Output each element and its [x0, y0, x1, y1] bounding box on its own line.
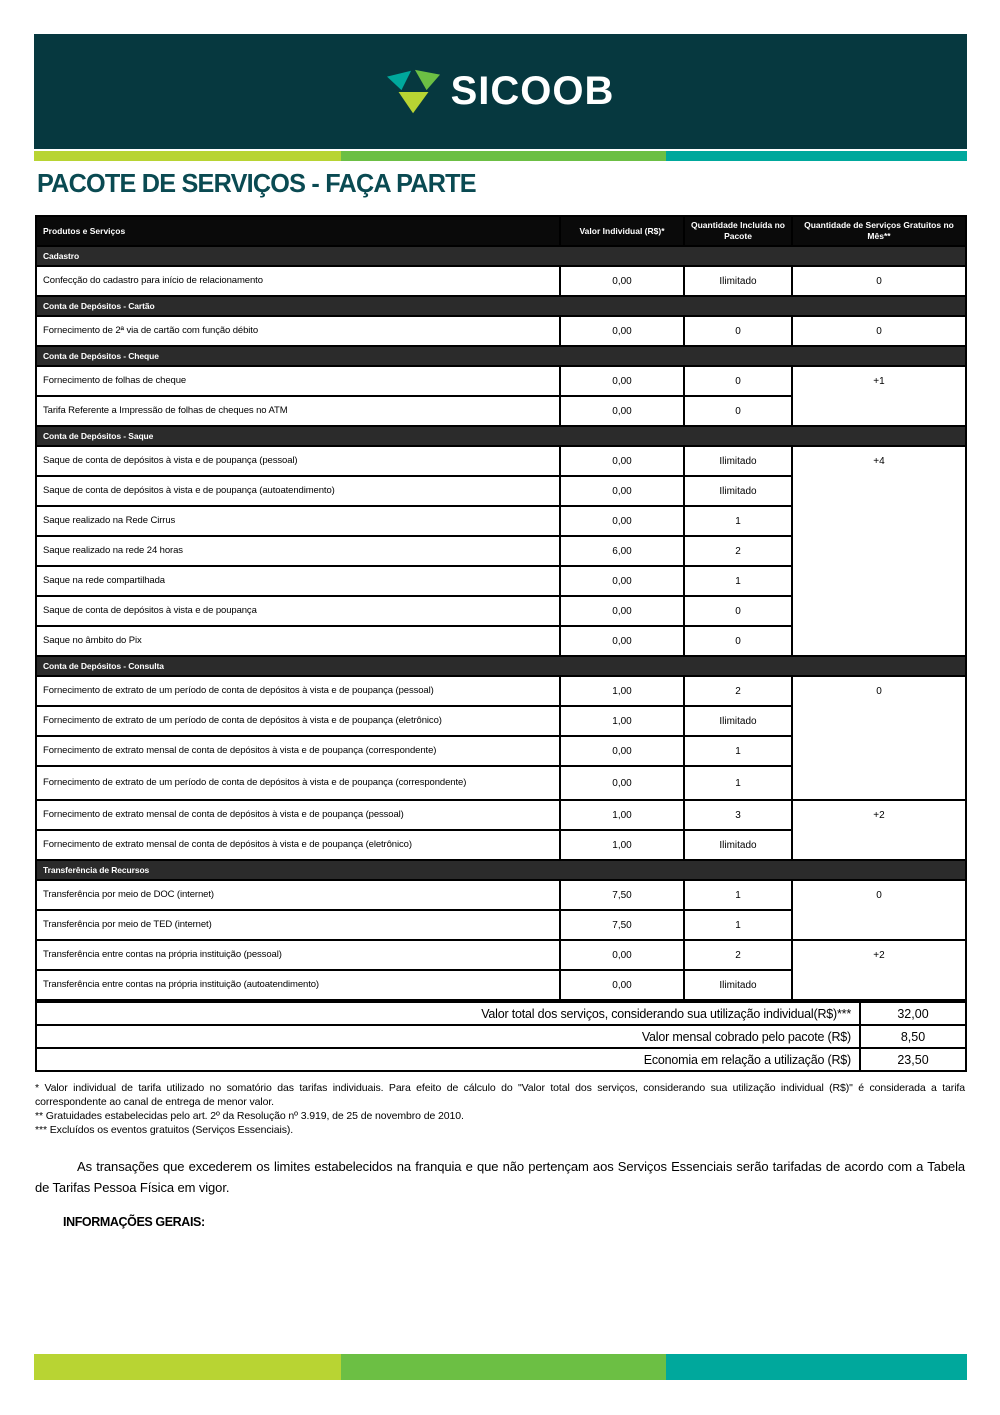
individual-value: 1,00 — [560, 800, 684, 830]
service-label: Transferência por meio de DOC (internet) — [36, 880, 560, 910]
individual-value: 0,00 — [560, 970, 684, 1000]
free-qty: 0 — [792, 316, 966, 346]
section-label: Conta de Depósitos - Consulta — [36, 656, 966, 676]
individual-value: 0,00 — [560, 366, 684, 396]
free-qty-merged: +1 — [792, 366, 966, 426]
brand-name: SICOOB — [450, 69, 615, 113]
total-value: 32,00 — [860, 1002, 966, 1025]
individual-value: 0,00 — [560, 396, 684, 426]
service-label: Fornecimento de extrato de um período de conta de depósitos à vista e de poupança (pessoal) — [36, 676, 560, 706]
totals-table — [35, 1001, 967, 1072]
total-value: 8,50 — [860, 1025, 966, 1048]
section-label: Conta de Depósitos - Cheque — [36, 346, 966, 366]
table-row — [36, 940, 966, 970]
included-qty: 2 — [684, 676, 792, 706]
total-row — [36, 1025, 966, 1048]
footnote-1: * Valor individual de tarifa utilizado no somatório das tarifas individuais. Para efeito de cálculo do "Valor total dos serviços, considerando sua utilização individual (R$)" é considerada a tarifa correspondente ao canal de entrega de menor valor. — [35, 1082, 965, 1108]
section-row-consulta — [36, 656, 966, 676]
page-title: PACOTE DE SERVIÇOS - FAÇA PARTE — [37, 168, 476, 198]
included-qty: 2 — [684, 536, 792, 566]
excess-transactions-paragraph: As transações que excederem os limites estabelecidos na franquia e que não pertençam aos Serviços Essenciais serão tarifadas de acordo com a Tabela de Tarifas Pessoa Física em vigor. — [35, 1159, 965, 1195]
content-area — [35, 215, 965, 1229]
included-qty: 2 — [684, 940, 792, 970]
individual-value: 0,00 — [560, 316, 684, 346]
brand-stripe-bottom — [34, 1354, 967, 1380]
service-label: Fornecimento de extrato mensal de conta de depósitos à vista e de poupança (correspondente) — [36, 736, 560, 766]
service-label: Fornecimento de 2ª via de cartão com função débito — [36, 316, 560, 346]
service-label: Tarifa Referente a Impressão de folhas de cheques no ATM — [36, 396, 560, 426]
stripe-teal-segment — [666, 151, 967, 161]
col-header-free-qty: Quantidade de Serviços Gratuitos no Mês** — [792, 216, 966, 246]
included-qty: Ilimitado — [684, 830, 792, 860]
included-qty: Ilimitado — [684, 476, 792, 506]
individual-value: 7,50 — [560, 880, 684, 910]
included-qty: 0 — [684, 366, 792, 396]
sicoob-logo-icon — [387, 69, 441, 115]
individual-value: 1,00 — [560, 830, 684, 860]
table-header-row — [36, 216, 966, 246]
section-row-transferencia — [36, 860, 966, 880]
section-label: Transferência de Recursos — [36, 860, 966, 880]
included-qty: Ilimitado — [684, 970, 792, 1000]
service-label: Fornecimento de folhas de cheque — [36, 366, 560, 396]
stripe-green-segment — [341, 1354, 666, 1380]
individual-value: 1,00 — [560, 706, 684, 736]
footnote-3: *** Excluídos os eventos gratuitos (Serviços Essenciais). — [35, 1124, 294, 1136]
included-qty: 3 — [684, 800, 792, 830]
free-qty-merged: 0 — [792, 676, 966, 800]
service-label: Fornecimento de extrato de um período de conta de depósitos à vista e de poupança (eletrônico) — [36, 706, 560, 736]
col-header-included-qty: Quantidade Incluída no Pacote — [684, 216, 792, 246]
general-info-heading: INFORMAÇÕES GERAIS: — [63, 1215, 205, 1229]
individual-value: 1,00 — [560, 676, 684, 706]
included-qty: Ilimitado — [684, 266, 792, 296]
stripe-teal-segment — [666, 1354, 967, 1380]
section-row-saque — [36, 426, 966, 446]
included-qty: Ilimitado — [684, 706, 792, 736]
individual-value: 7,50 — [560, 910, 684, 940]
service-label: Saque no âmbito do Pix — [36, 626, 560, 656]
included-qty: 0 — [684, 626, 792, 656]
service-label: Saque realizado na rede 24 horas — [36, 536, 560, 566]
total-row — [36, 1048, 966, 1071]
service-label: Fornecimento de extrato mensal de conta de depósitos à vista e de poupança (eletrônico) — [36, 830, 560, 860]
section-row-cheque — [36, 346, 966, 366]
total-label: Economia em relação a utilização (R$) — [36, 1048, 860, 1071]
section-row-cartao — [36, 296, 966, 316]
total-row — [36, 1002, 966, 1025]
individual-value: 0,00 — [560, 446, 684, 476]
services-table — [35, 215, 967, 1001]
service-label: Fornecimento de extrato mensal de conta de depósitos à vista e de poupança (pessoal) — [36, 800, 560, 830]
brand-stripe-top — [34, 151, 967, 161]
included-qty: 1 — [684, 736, 792, 766]
section-label: Conta de Depósitos - Saque — [36, 426, 966, 446]
table-row — [36, 266, 966, 296]
included-qty: 1 — [684, 880, 792, 910]
col-header-individual-value: Valor Individual (R$)* — [560, 216, 684, 246]
individual-value: 6,00 — [560, 536, 684, 566]
included-qty: Ilimitado — [684, 446, 792, 476]
table-row — [36, 316, 966, 346]
individual-value: 0,00 — [560, 266, 684, 296]
total-label: Valor mensal cobrado pelo pacote (R$) — [36, 1025, 860, 1048]
individual-value: 0,00 — [560, 736, 684, 766]
service-label: Transferência por meio de TED (internet) — [36, 910, 560, 940]
col-header-products: Produtos e Serviços — [36, 216, 560, 246]
included-qty: 1 — [684, 506, 792, 536]
sicoob-logo — [387, 69, 615, 115]
service-label: Transferência entre contas na própria instituição (autoatendimento) — [36, 970, 560, 1000]
service-label: Transferência entre contas na própria instituição (pessoal) — [36, 940, 560, 970]
free-qty-merged: +4 — [792, 446, 966, 656]
service-label: Confecção do cadastro para início de relacionamento — [36, 266, 560, 296]
free-qty-merged: +2 — [792, 800, 966, 860]
individual-value: 0,00 — [560, 940, 684, 970]
section-label: Conta de Depósitos - Cartão — [36, 296, 966, 316]
service-label: Saque realizado na Rede Cirrus — [36, 506, 560, 536]
stripe-lime-segment — [34, 151, 341, 161]
individual-value: 0,00 — [560, 766, 684, 800]
table-row — [36, 880, 966, 910]
individual-value: 0,00 — [560, 626, 684, 656]
service-label: Saque de conta de depósitos à vista e de poupança (pessoal) — [36, 446, 560, 476]
service-label: Fornecimento de extrato de um período de conta de depósitos à vista e de poupança (correspondente) — [36, 766, 560, 800]
included-qty: 1 — [684, 910, 792, 940]
stripe-green-segment — [341, 151, 666, 161]
included-qty: 0 — [684, 596, 792, 626]
section-row-cadastro — [36, 246, 966, 266]
service-label: Saque de conta de depósitos à vista e de poupança — [36, 596, 560, 626]
individual-value: 0,00 — [560, 476, 684, 506]
included-qty: 0 — [684, 396, 792, 426]
included-qty: 1 — [684, 766, 792, 800]
total-label: Valor total dos serviços, considerando sua utilização individual(R$)*** — [36, 1002, 860, 1025]
total-value: 23,50 — [860, 1048, 966, 1071]
free-qty-merged: +2 — [792, 940, 966, 1000]
stripe-lime-segment — [34, 1354, 341, 1380]
table-row — [36, 676, 966, 706]
free-qty: 0 — [792, 266, 966, 296]
individual-value: 0,00 — [560, 566, 684, 596]
service-label: Saque de conta de depósitos à vista e de poupança (autoatendimento) — [36, 476, 560, 506]
included-qty: 0 — [684, 316, 792, 346]
table-row — [36, 366, 966, 396]
service-label: Saque na rede compartilhada — [36, 566, 560, 596]
table-row — [36, 800, 966, 830]
individual-value: 0,00 — [560, 596, 684, 626]
section-label: Cadastro — [36, 246, 966, 266]
header-band — [34, 34, 967, 149]
free-qty-merged: 0 — [792, 880, 966, 940]
individual-value: 0,00 — [560, 506, 684, 536]
table-row — [36, 446, 966, 476]
included-qty: 1 — [684, 566, 792, 596]
footnotes — [35, 1081, 965, 1137]
footnote-2: ** Gratuidades estabelecidas pelo art. 2º da Resolução nº 3.919, de 25 de novembro de 2010. — [35, 1110, 464, 1122]
